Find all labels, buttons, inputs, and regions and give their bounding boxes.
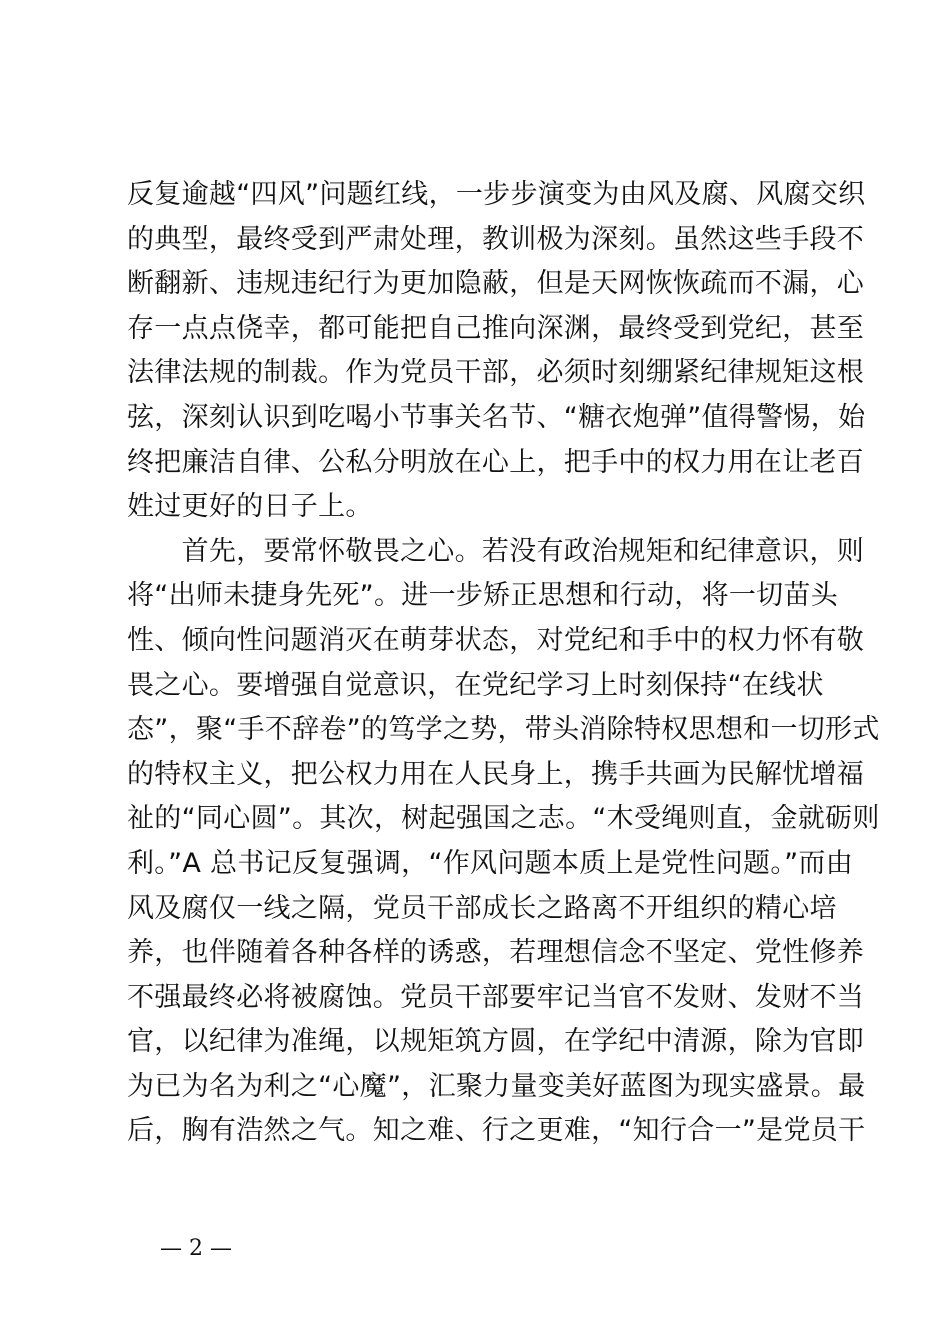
text-line: 姓过更好的日子上。 (127, 491, 373, 523)
text-line: 法律法规的制裁。作为党员干部，必须时刻绷紧纪律规矩这根 (127, 357, 865, 389)
body-text (127, 173, 880, 1154)
text-line: 的典型，最终受到严肃处理，教训极为深刻。虽然这些手段不 (127, 223, 865, 255)
text-line: 首先，要常怀敬畏之心。若没有政治规矩和纪律意识，则 (127, 535, 865, 567)
text-line: 畏之心。要增强自觉意识，在党纪学习上时刻保持“在线状 (127, 669, 824, 701)
text-line: 为已为名为利之“心魔”，汇聚力量变美好蓝图为现实盛景。最 (127, 1070, 866, 1102)
text-line: 利。”A 总书记反复强调，“作风问题本质上是党性问题。”而由 (127, 847, 854, 879)
text-line: 性、倾向性问题消灭在萌芽状态，对党纪和手中的权力怀有敬 (127, 624, 865, 656)
text-line: 将“出师未捷身先死”。进一步矫正思想和行动，将一切苗头 (127, 580, 839, 612)
text-line: 断翻新、违规违纪行为更加隐蔽，但是天网恢恢疏而不漏，心 (127, 268, 865, 300)
text-line: 反复逾越“四风”问题红线，一步步演变为由风及腐、风腐交织 (127, 179, 866, 210)
text-line: 后，胸有浩然之气。知之难、行之更难，“知行合一”是党员干 (127, 1115, 866, 1147)
text-line: 风及腐仅一线之隔，党员干部成长之路离不开组织的精心培 (127, 892, 837, 924)
text-line: 养，也伴随着各种各样的诱惑，若理想信念不坚定、党性修养 (127, 937, 865, 969)
page-number: — 2 — (160, 1236, 232, 1261)
text-line: 的特权主义，把公权力用在人民身上，携手共画为民解忧增福 (127, 758, 865, 790)
text-line: 弦，深刻认识到吃喝小节事关名节、“糖衣炮弹”值得警惕，始 (127, 401, 866, 433)
text-line: 祉的“同心圆”。其次，树起强国之志。“木受绳则直，金就砺则 (127, 803, 880, 835)
text-line: 终把廉洁自律、公私分明放在心上，把手中的权力用在让老百 (127, 446, 865, 478)
text-line: 存一点点侥幸，都可能把自己推向深渊，最终受到党纪，甚至 (127, 312, 865, 344)
text-line: 不强最终必将被腐蚀。党员干部要牢记当官不发财、发财不当 (127, 981, 865, 1013)
text-line: 官，以纪律为准绳，以规矩筑方圆，在学纪中清源，除为官即 (127, 1026, 865, 1058)
text-line: 态”，聚“手不辞卷”的笃学之势，带头消除特权思想和一切形式 (127, 714, 880, 746)
